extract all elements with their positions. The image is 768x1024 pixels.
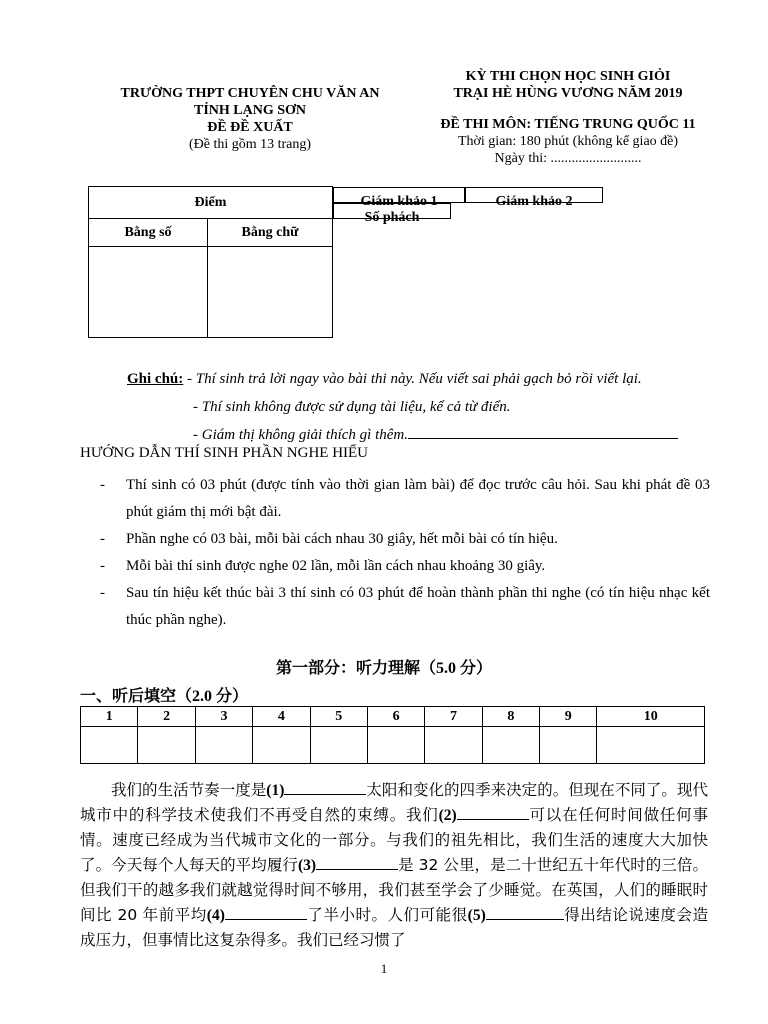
passage-text: 得出结论说速度会造成压力，但事情比这复杂得多。我们已经习惯了: [80, 906, 708, 949]
fill-blank[interactable]: [284, 780, 366, 795]
examiner-2-header: Giám khảo 2: [495, 193, 573, 209]
listening-guide-title: HƯỚNG DẪN THÍ SINH PHẦN NGHE HIỂU: [80, 445, 369, 461]
score-header: Điểm: [89, 187, 333, 219]
blank-number: (1): [266, 782, 285, 799]
page-number: 1: [380, 961, 388, 976]
notes: [127, 365, 678, 449]
fill-blank[interactable]: [225, 905, 307, 920]
answer-cell[interactable]: [138, 727, 195, 764]
pages-note: (Đề thi gồm 13 trang): [188, 137, 312, 152]
notes-label: Ghi chú:: [127, 371, 184, 387]
listening-passage: [80, 778, 708, 953]
guide-item: - Phần nghe có 03 bài, mỗi bài cách nhau 30 giây, hết mỗi bài có tín hiệu.: [100, 526, 710, 553]
exam-date: Ngày thi: ..........................: [494, 151, 642, 166]
proposal-label: ĐỀ ĐỀ XUẤT: [207, 120, 293, 135]
answer-number: 7: [425, 707, 482, 727]
fill-blank[interactable]: [486, 905, 564, 920]
guide-item-text: Sau tín hiệu kết thúc bài 3 thí sinh có 03 phút để hoàn thành phần thi nghe (có tín hiệu nhạc kết thúc phần nghe).: [126, 585, 710, 628]
examiner-2-cell[interactable]: [465, 187, 603, 209]
serial-number-header: Số phách: [364, 209, 420, 225]
passage-text: 可以在任何时间做任何事情。速度已经成为当代城市文化的一部分。与我们的祖先相比，我们生活的速度大大加快了。今天每个人每天的平均履行: [80, 806, 708, 874]
answer-number: 4: [253, 707, 310, 727]
answer-number: 1: [81, 707, 138, 727]
answer-cell[interactable]: [253, 727, 310, 764]
score-in-words-header: Bằng chữ: [208, 219, 333, 247]
answer-cell[interactable]: [597, 727, 705, 764]
passage-text: 我们的生活节奏一度是: [111, 781, 267, 799]
answer-cell[interactable]: [81, 727, 138, 764]
section-title: 第一部分：听力理解（5.0 分）: [275, 660, 492, 677]
note-3: - Giám thị không giải thích gì thêm.: [193, 427, 408, 443]
fill-blank[interactable]: [316, 855, 398, 870]
answer-cell[interactable]: [310, 727, 367, 764]
answer-number: 10: [597, 707, 705, 727]
answer-number: 6: [367, 707, 424, 727]
note-3-underline: [408, 424, 678, 439]
exam-name: KỲ THI CHỌN HỌC SINH GIỎI: [465, 69, 671, 84]
note-2: - Thí sinh không được sử dụng tài liệu, kể cả từ điển.: [193, 399, 511, 415]
guide-item: - Sau tín hiệu kết thúc bài 3 thí sinh có 03 phút để hoàn thành phần thi nghe (có tín hiệu nhạc kết thúc phần nghe).: [100, 580, 710, 634]
blank-number: (5): [467, 907, 486, 924]
exam-time: Thời gian: 180 phút (không kể giao đề): [457, 134, 679, 149]
passage-text: 了半小时。人们可能很: [306, 906, 468, 924]
guide-item: - Mỗi bài thí sinh được nghe 02 lần, mỗi lần cách nhau khoảng 30 giây.: [100, 553, 710, 580]
blank-number: (2): [438, 807, 457, 824]
listening-guide: [100, 472, 710, 634]
answer-number: 2: [138, 707, 195, 727]
header-left: [90, 85, 410, 153]
serial-number-cell[interactable]: [333, 203, 451, 225]
camp-name: TRẠI HÈ HÙNG VƯƠNG NĂM 2019: [453, 86, 683, 101]
score-table: [88, 186, 714, 338]
score-in-numbers-header: Bằng số: [89, 219, 208, 247]
guide-item: - Thí sinh có 03 phút (được tính vào thời gian làm bài) để đọc trước câu hỏi. Sau khi phát đề 03 phút giám thị mới bật đài.: [100, 472, 710, 526]
blank-number: (4): [206, 907, 225, 924]
examiner-1-cell[interactable]: [333, 187, 465, 209]
fill-blank[interactable]: [457, 805, 529, 820]
note-1: - Thí sinh trả lời ngay vào bài thi này. Nếu viết sai phải gạch bỏ rồi viết lại.: [183, 371, 642, 387]
score-in-numbers-cell[interactable]: [89, 247, 208, 338]
exam-subject: ĐỀ THI MÔN: TIẾNG TRUNG QUỐC 11: [440, 117, 696, 132]
guide-item-text: Phần nghe có 03 bài, mỗi bài cách nhau 30 giây, hết mỗi bài có tín hiệu.: [126, 531, 558, 547]
answer-cell[interactable]: [482, 727, 539, 764]
score-in-words-cell[interactable]: [208, 247, 333, 338]
answer-number: 8: [482, 707, 539, 727]
answer-number: 5: [310, 707, 367, 727]
school-name: TRƯỜNG THPT CHUYÊN CHU VĂN AN: [120, 86, 380, 101]
answer-cell[interactable]: [425, 727, 482, 764]
passage-text: 是 32 公里，是二十世纪五十年代时的三倍。但我们干的越多我们就越觉得时间不够用，我们甚至学会了少睡觉。在英国，人们的睡眠时间比 20 年前平均: [80, 856, 708, 924]
blank-number: (3): [297, 857, 317, 874]
answer-table: [80, 706, 705, 764]
answer-cell[interactable]: [540, 727, 597, 764]
answer-number: 9: [540, 707, 597, 727]
examiner-1-header: Giám khảo 1: [360, 193, 438, 209]
answer-cell[interactable]: [195, 727, 252, 764]
header-right: [418, 68, 718, 167]
province-name: TỈNH LẠNG SƠN: [193, 103, 307, 118]
answer-number: 3: [195, 707, 252, 727]
guide-item-text: Thí sinh có 03 phút (được tính vào thời gian làm bài) để đọc trước câu hỏi. Sau khi phát đề 03 phút giám thị mới bật đài.: [126, 477, 710, 520]
passage-text: 太阳和变化的四季来决定的。但现在不同了。现代城市中的科学技术使我们不再受自然的束缚。我们: [80, 781, 708, 824]
answer-cell[interactable]: [367, 727, 424, 764]
guide-item-text: Mỗi bài thí sinh được nghe 02 lần, mỗi lần cách nhau khoảng 30 giây.: [126, 558, 546, 574]
subsection-title: 一、听后填空（2.0 分）: [80, 688, 249, 705]
